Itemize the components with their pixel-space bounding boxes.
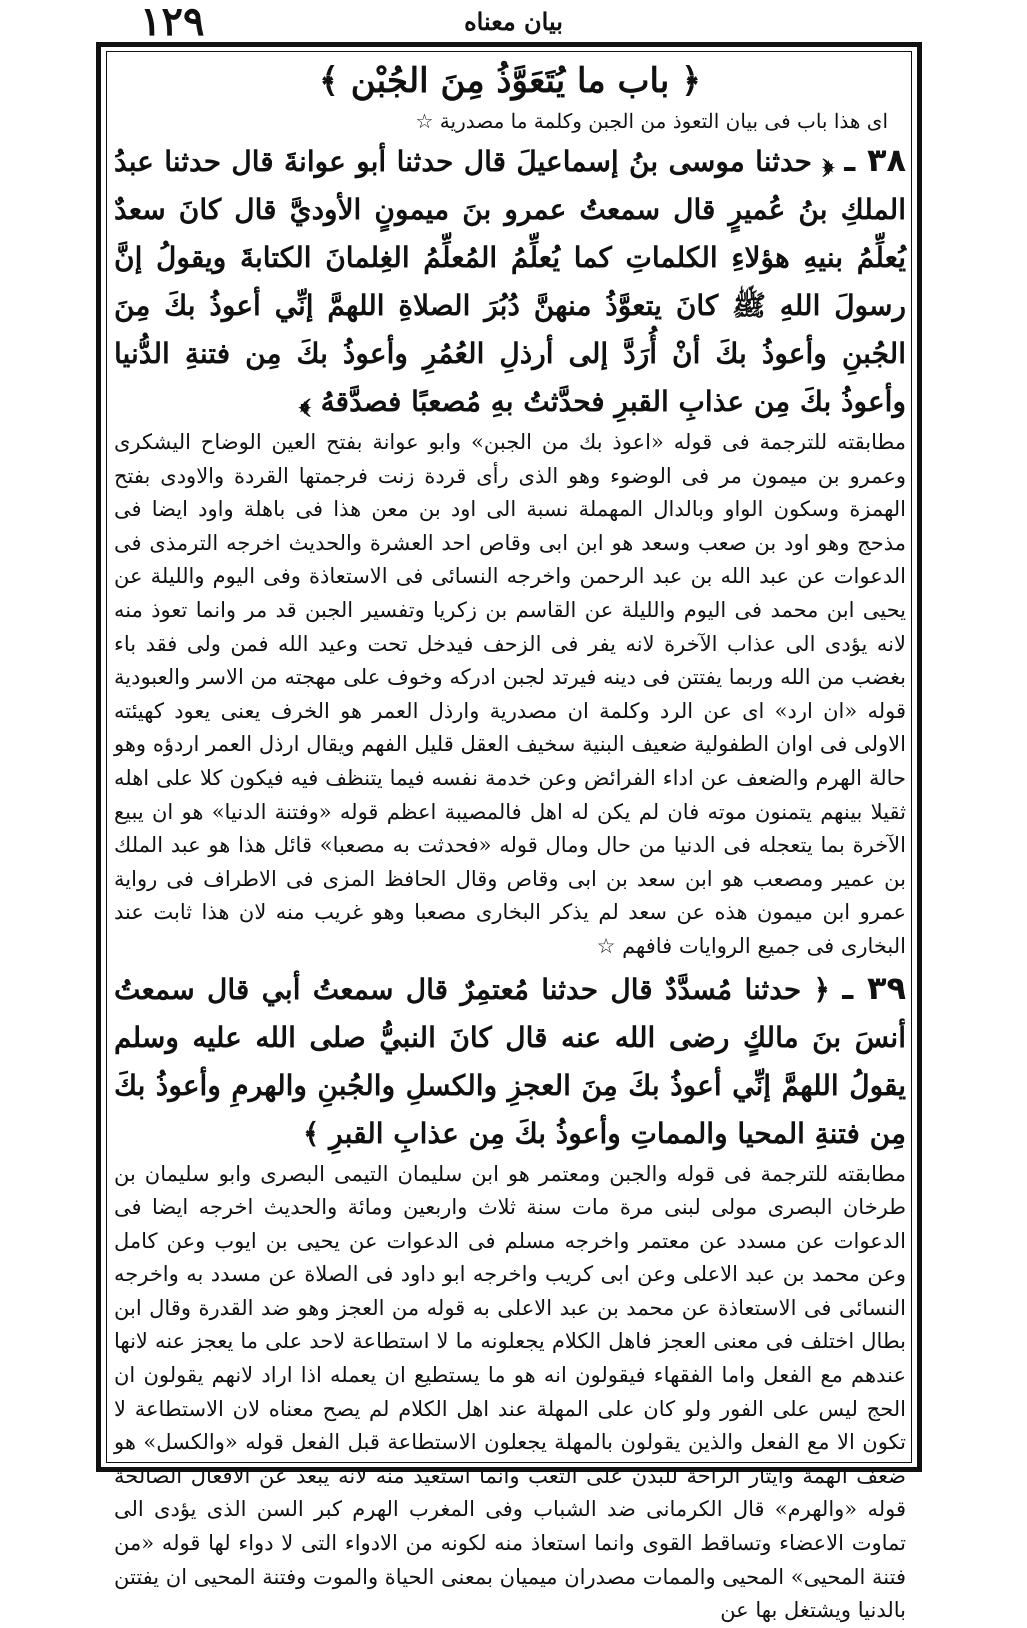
hadith-text: ﴿ حدثنا موسى بنُ إسماعيلَ قال حدثنا أبو عوانةَ قال حدثنا عبدُ الملكِ بنُ عُميرٍ قال سمعتُ عمرو بنَ ميمونٍ الأوديَّ قال كانَ سعدٌ يُعلِّمُ بنيهِ هؤلاءِ الكلماتِ كما يُعلِّمُ المُعلِّمُ الغِلمانَ الكتابةَ ويقولُ إنَّ رسولَ اللهِ ﷺ كانَ يتعوَّذُ منهنَّ دُبُرَ الصلاةِ اللهمَّ إنِّي أعوذُ بكَ مِنَ الجُبنِ وأعوذُ بكَ أنْ أُرَدَّ إلى أرذلِ العُمُرِ وأعوذُ بكَ مِن فتنةِ الدُّنيا وأعوذُ بكَ مِن عذابِ القبرِ فحدَّثتُ بهِ مُصعبًا فصدَّقهُ ﴾ xyxy=(114,145,906,418)
commentary-39: مطابقته للترجمة فى قوله والجبن ومعتمر هو ابن سليمان التيمى البصرى وابو سليمان بن طرخان البصرى مولى لبنى مرة مات سنة ثلاث واربعين ومائة والحديث اخرجه ايضا فى الدعوات عن مسدد عن معتمر واخرجه مسلم فى الدعوات عن يحيى بن ايوب وعن كامل وعن محمد بن عبد الاعلى وعن ابى كريب واخرجه ابو داود فى الصلاة عن مسدد به واخرجه النسائى فى الاستعاذة عن محمد بن عبد الاعلى به قوله من العجز وهو ضد القدرة وقال ابن بطال اختلف فى معنى العجز فاهل الكلام يجعلونه ما لا استطاعة لاحد على ما يعجز عنه لانها عندهم مع الفعل واما الفقهاء فيقولون انه هو ما يستطيع ان يعمله اذا اراد لانهم يقولون ان الحج ليس على الفور ولو كان على المهلة عند اهل الكلام لم يصح معناه لان الاستطاعة لا تكون الا مع الفعل والذين يقولون بالمهلة يجعلون الاستطاعة قبل الفعل قوله «والكسل» هو ضعف الهمة وايثار الراحة للبدن على التعب وانما استعيذ منه لانه يبعد عن الافعال الصالحة قوله «والهرم» قال الكرمانى ضد الشباب وفى المغرب الهرم كبر السن الذى يؤدى الى تماوت الاعضاء وتساقط القوى وانما استعاذ منه لكونه من الادواء التى لا دواء لها قوله «من فتنة المحيى» المحيى والممات مصدران ميميان بمعنى الحياة والموت وفتنة المحيى ان يفتتن بالدنيا ويشتغل بها عن xyxy=(114,1161,906,1623)
chapter-gloss: اى هذا باب فى بيان التعوذ من الجبن وكلمة ما مصدرية ☆ xyxy=(415,109,888,133)
running-title: بيان معناه xyxy=(464,7,563,36)
page-number: ١٢٩ xyxy=(140,0,205,45)
commentary-38: مطابقته للترجمة فى قوله «اعوذ بك من الجبن» وابو عوانة بفتح العين الوضاح اليشكرى وعمرو بن ميمون مر فى الوضوء وهو الذى رأى قردة زنت فرجمتها القردة والاودى بفتح الهمزة وسكون الواو وبالدال المهملة نسبة الى اود بن معن هذا فى باهلة واود ايضا فى مذحج وهو اود بن صعب وسعد هو ابن ابى وقاص احد العشرة والحديث اخرجه الترمذى فى الدعوات عن عبد الله بن عبد الرحمن واخرجه النسائى فى الاستعاذة وفى اليوم والليلة عن يحيى ابن محمد فى اليوم والليلة عن القاسم بن زكريا وتفسير الجبن قد مر وانما تعوذ منه لانه يؤدى الى عذاب الآخرة لانه يفر فى الزحف فيدخل تحت وعيد الله فمن ولى فقد باء بغضب من الله وربما يفتتن فى دينه فيرتد لجبن ادركه وخوف على مهجته من الاسر والعبودية قوله «ان ارد» اى عن الرد وكلمة ان مصدرية وارذل العمر هو الخرف يعنى يعود كهيئته الاولى فى اوان الطفولية ضعيف البنية سخيف العقل قليل الفهم ويقال ارذل العمر اردؤه وهو حالة الهرم والضعف عن اداء الفرائض وعن خدمة نفسه فيما يتنظف فيه فيكون كلا على اهله ثقيلا بينهم يتمنون موته فان لم يكن له اهل فالمصيبة اعظم قوله «وفتنة الدنيا» هو ان يبيع الآخرة بما يتعجله فى الدنيا من حال ومال قوله «فحدثت به مصعبا» قائل هذا هو عبد الملك بن عمير ومصعب هو ابن سعد بن ابى وقاص وقال الحافظ المزى فى الاطراف فى رواية عمرو ابن ميمون هذه عن سعد لم يذكر البخارى مصعبا وهو غريب منه لان هذا ثابت عند البخارى فى جميع الروايات فافهم ☆ xyxy=(114,430,906,958)
hadith-number: ٣٩ ـ xyxy=(842,968,906,1007)
page-content xyxy=(114,56,907,1623)
chapter-title: ﴿ باب ما يُتَعَوَّذُ مِنَ الجُبْن ﴾ xyxy=(318,61,702,101)
hadith-38 xyxy=(114,136,906,426)
hadith-text: ﴿ حدثنا مُسدَّدٌ قال حدثنا مُعتمِرٌ قال سمعتُ أبي قال سمعتُ أنسَ بنَ مالكٍ رضى الله عنه قال كانَ النبيُّ صلى الله عليه وسلم يقولُ اللهمَّ إنِّي أعوذُ بكَ مِنَ العجزِ والكسلِ والجُبنِ والهرمِ وأعوذُ بكَ مِن فتنةِ المحيا والمماتِ وأعوذُ بكَ مِن عذابِ القبرِ ﴾ xyxy=(114,972,906,1150)
hadith-39 xyxy=(114,964,906,1158)
hadith-number: ٣٨ ـ xyxy=(844,141,907,179)
